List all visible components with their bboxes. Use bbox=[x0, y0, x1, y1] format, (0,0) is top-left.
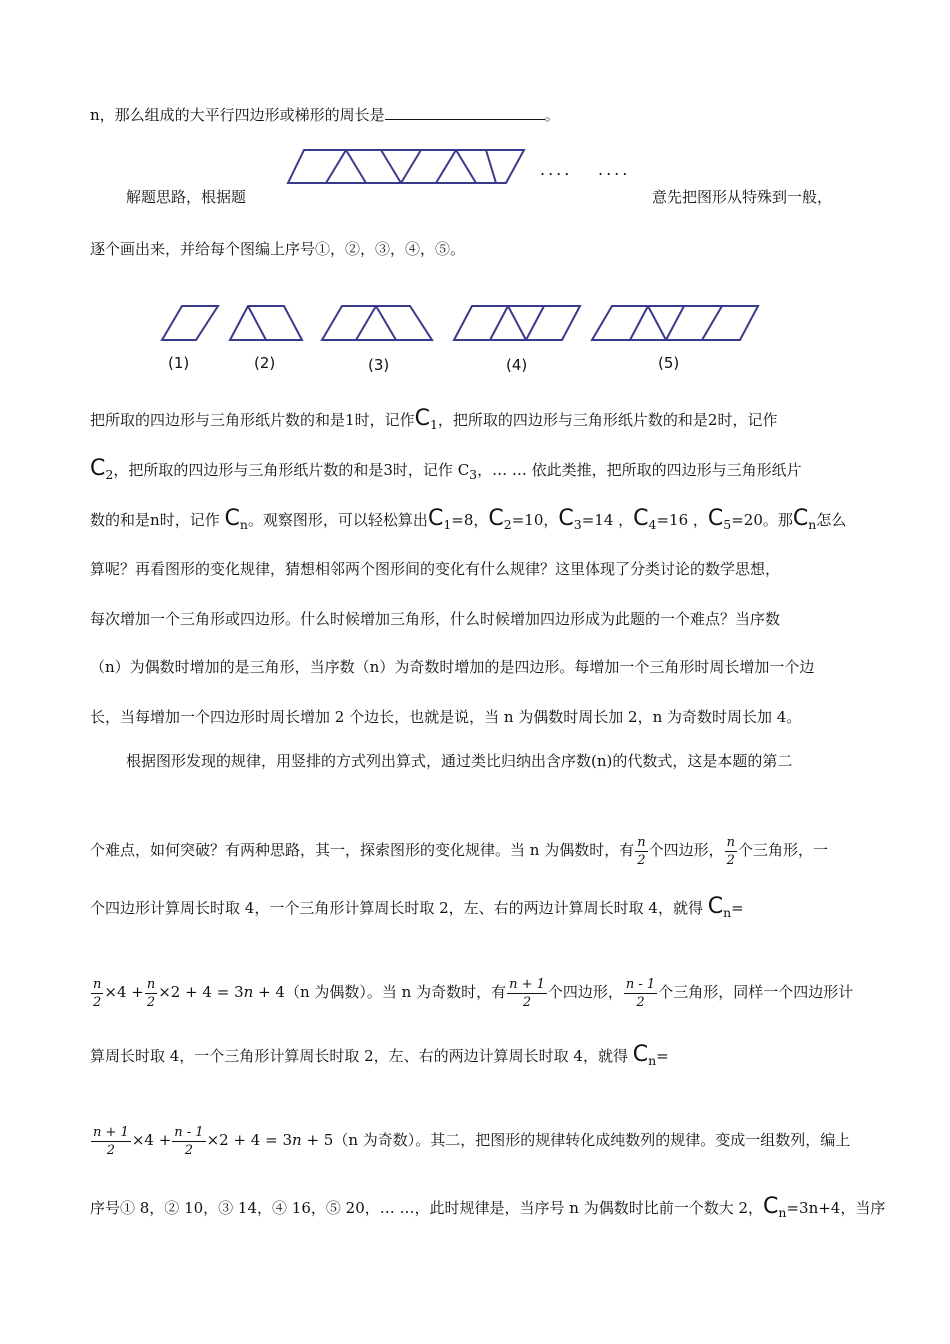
fraction bbox=[91, 1124, 131, 1159]
text: + 5（n 为奇数）。其二，把图形的规律转化成纯数列的规律。变成一组数列，编上 bbox=[301, 1131, 851, 1149]
numerator: n + 1 bbox=[509, 976, 545, 992]
p12 bbox=[90, 1044, 860, 1072]
text: 时，记作 bbox=[159, 511, 220, 529]
text: 个四边形， bbox=[547, 983, 623, 1001]
text: = bbox=[656, 1047, 669, 1065]
subscript: 3 bbox=[469, 467, 478, 482]
denominator: 2 bbox=[106, 1142, 116, 1158]
p2 bbox=[90, 458, 860, 486]
p4: 算呢？再看图形的变化规律，猜想相邻两个图形间的变化有什么规律？这里体现了分类讨论的数学思想， bbox=[90, 560, 781, 578]
edge bbox=[456, 150, 476, 183]
fraction bbox=[172, 1124, 205, 1159]
fraction bbox=[624, 976, 657, 1011]
figure-label-1: (1) bbox=[168, 354, 190, 372]
edge bbox=[436, 150, 456, 183]
symbol-c: C bbox=[488, 506, 504, 531]
subscript: 5 bbox=[723, 517, 732, 532]
text: ，把所取的四边形与三角形纸片数的和是 bbox=[113, 461, 384, 479]
p10 bbox=[90, 896, 860, 924]
edge bbox=[490, 306, 508, 340]
subscript: 2 bbox=[105, 467, 114, 482]
text: 把所取的四边形与三角形纸片数的和是 bbox=[90, 411, 346, 429]
text: ×2 + 4 = 3 bbox=[206, 1131, 292, 1149]
text: ×2 + 4 = 3 bbox=[158, 983, 244, 1001]
fraction bbox=[725, 834, 737, 869]
text: 1 bbox=[345, 411, 355, 429]
edge bbox=[381, 150, 401, 183]
text: 。观察图形，可以轻松算出 bbox=[247, 511, 428, 529]
text: =10， bbox=[511, 511, 559, 529]
p9 bbox=[90, 830, 860, 870]
subscript: 3 bbox=[573, 517, 582, 532]
edge bbox=[356, 306, 376, 340]
text: 时，记作 bbox=[717, 411, 778, 429]
denominator: 2 bbox=[184, 1142, 194, 1158]
p8: 根据图形发现的规律，用竖排的方式列出算式，通过类比归纳出含序数(n)的代数式，这是本题的第二 bbox=[126, 752, 793, 770]
text: n bbox=[150, 511, 160, 529]
figure-label-5: (5) bbox=[658, 354, 680, 372]
denominator: 2 bbox=[522, 994, 532, 1010]
sequence-figures bbox=[160, 302, 760, 344]
edge bbox=[326, 150, 346, 183]
numerator: n - 1 bbox=[625, 976, 656, 992]
text: =14 ， bbox=[581, 511, 634, 529]
numerator: n - 1 bbox=[174, 1124, 204, 1140]
subscript: 2 bbox=[503, 517, 512, 532]
symbol-c: C bbox=[633, 506, 649, 531]
p7: 长，当每增加一个四边形时周长增加 2 个边长，也就是说，当 n 为偶数时周长加 2，n 为奇数时周长加 4。 bbox=[90, 708, 802, 726]
text: 怎么 bbox=[816, 511, 847, 529]
denominator: 2 bbox=[93, 994, 102, 1010]
line-3: 逐个画出来，并给每个图编上序号①，②，③，④，⑤。 bbox=[90, 240, 466, 258]
symbol-c: C bbox=[224, 506, 240, 531]
figure-3 bbox=[322, 306, 432, 340]
answer-blank bbox=[385, 105, 545, 120]
text: =16 ， bbox=[656, 511, 708, 529]
fraction bbox=[145, 976, 157, 1011]
text: 序号① 8，② 10，③ 14，④ 16，⑤ 20，… …，此时规律是，当序号 n 为偶数时比前一个数大 2， bbox=[90, 1199, 764, 1217]
subscript: n bbox=[808, 517, 817, 532]
edge bbox=[702, 306, 722, 340]
subscript: n bbox=[723, 905, 732, 920]
p1 bbox=[90, 408, 860, 436]
numerator: n bbox=[637, 834, 646, 850]
text: 3 bbox=[383, 461, 393, 479]
text: = bbox=[731, 899, 744, 917]
edge bbox=[666, 306, 684, 340]
subscript: n bbox=[778, 1205, 787, 1220]
text: =20。那 bbox=[731, 511, 793, 529]
p11 bbox=[90, 972, 860, 1012]
text: 。 bbox=[544, 106, 560, 124]
line-2-right: 意先把图形从特殊到一般， bbox=[652, 188, 833, 206]
text: 个难点，如何突破？有两种思路，其一，探索图形的变化规律。当 n 为偶数时，有 bbox=[90, 841, 635, 859]
p14 bbox=[90, 1194, 886, 1224]
p6: （n）为偶数时增加的是三角形，当序数（n）为奇数时增加的是四边形。每增加一个三角形时周长增加一个边 bbox=[90, 658, 815, 676]
variable-n: n bbox=[243, 983, 254, 1001]
text: =3n+4，当序 bbox=[786, 1199, 886, 1217]
edge bbox=[648, 306, 666, 340]
figure-2 bbox=[230, 306, 302, 340]
figure-label-2: (2) bbox=[254, 354, 276, 372]
denominator: 2 bbox=[636, 994, 645, 1010]
symbol-c: C bbox=[427, 506, 444, 531]
numerator: n bbox=[146, 976, 156, 992]
continuation-dots: .... bbox=[598, 160, 631, 179]
symbol-c: C bbox=[414, 406, 430, 431]
symbol-c: C bbox=[558, 506, 574, 531]
figure-label-3: (3) bbox=[368, 356, 390, 374]
edge bbox=[401, 150, 421, 183]
edge bbox=[376, 306, 396, 340]
figure-1 bbox=[162, 306, 218, 340]
subscript: 1 bbox=[443, 517, 452, 532]
edge bbox=[248, 306, 266, 340]
text: 2 bbox=[707, 411, 718, 429]
text: ，… … 依此类推，把所取的四边形与三角形纸片 bbox=[477, 461, 802, 479]
text: ×4 + bbox=[104, 983, 144, 1001]
line-1 bbox=[90, 104, 860, 126]
fraction bbox=[91, 976, 103, 1011]
variable-n: n bbox=[292, 1131, 302, 1149]
line-2-left: 解题思路，根据题 bbox=[126, 188, 247, 206]
numerator: n bbox=[93, 976, 102, 992]
p5: 每次增加一个三角形或四边形。什么时候增加三角形，什么时候增加四边形成为此题的一个难点？当序数 bbox=[90, 610, 781, 628]
subscript: n bbox=[648, 1053, 657, 1068]
figure-label-4: (4) bbox=[506, 356, 528, 374]
text: 时，记作 bbox=[392, 461, 453, 479]
subscript: 1 bbox=[429, 417, 438, 432]
numerator: n + 1 bbox=[93, 1124, 129, 1140]
strip-outline bbox=[288, 150, 524, 183]
symbol-c: C bbox=[632, 1042, 649, 1067]
symbol-c: C bbox=[792, 506, 809, 531]
continuation-dots: .... bbox=[540, 160, 573, 179]
edge bbox=[346, 150, 366, 183]
symbol-c: C bbox=[707, 506, 724, 531]
symbol-c: C bbox=[457, 461, 470, 479]
subscript: 4 bbox=[648, 517, 657, 532]
symbol-c: C bbox=[90, 456, 106, 481]
fraction bbox=[635, 834, 647, 869]
p13 bbox=[90, 1120, 860, 1160]
p3 bbox=[90, 508, 860, 536]
text: 个四边形， bbox=[648, 841, 724, 859]
edge bbox=[486, 150, 496, 183]
symbol-c: C bbox=[707, 894, 724, 919]
text: 个三角形，一 bbox=[737, 841, 828, 859]
symbol-c: C bbox=[763, 1194, 779, 1219]
text: 数的和是 bbox=[90, 511, 151, 529]
text: 算周长时取 4，一个三角形计算周长时取 2，左、右的两边计算周长时取 4，就得 bbox=[90, 1047, 628, 1065]
denominator: 2 bbox=[637, 852, 646, 868]
top-strip-figure bbox=[286, 148, 526, 186]
edge bbox=[508, 306, 526, 340]
text: 时，记作 bbox=[354, 411, 415, 429]
text: 个三角形，同样一个四边形计 bbox=[658, 983, 854, 1001]
text: n，那么组成的大平行四边形或梯形的周长是 bbox=[90, 106, 385, 124]
text: ，把所取的四边形与三角形纸片数的和是 bbox=[437, 411, 708, 429]
edge bbox=[630, 306, 648, 340]
edge bbox=[526, 306, 544, 340]
text: ×4 + bbox=[131, 1131, 172, 1149]
denominator: 2 bbox=[146, 994, 156, 1010]
subscript: n bbox=[239, 517, 248, 532]
numerator: n bbox=[726, 834, 735, 850]
denominator: 2 bbox=[726, 852, 735, 868]
text: =8， bbox=[451, 511, 489, 529]
text: 个四边形计算周长时取 4，一个三角形计算周长时取 2，左、右的两边计算周长时取 4，就得 bbox=[90, 899, 703, 917]
fraction bbox=[507, 976, 547, 1011]
text: + 4（n 为偶数）。当 n 为奇数时，有 bbox=[253, 983, 507, 1001]
